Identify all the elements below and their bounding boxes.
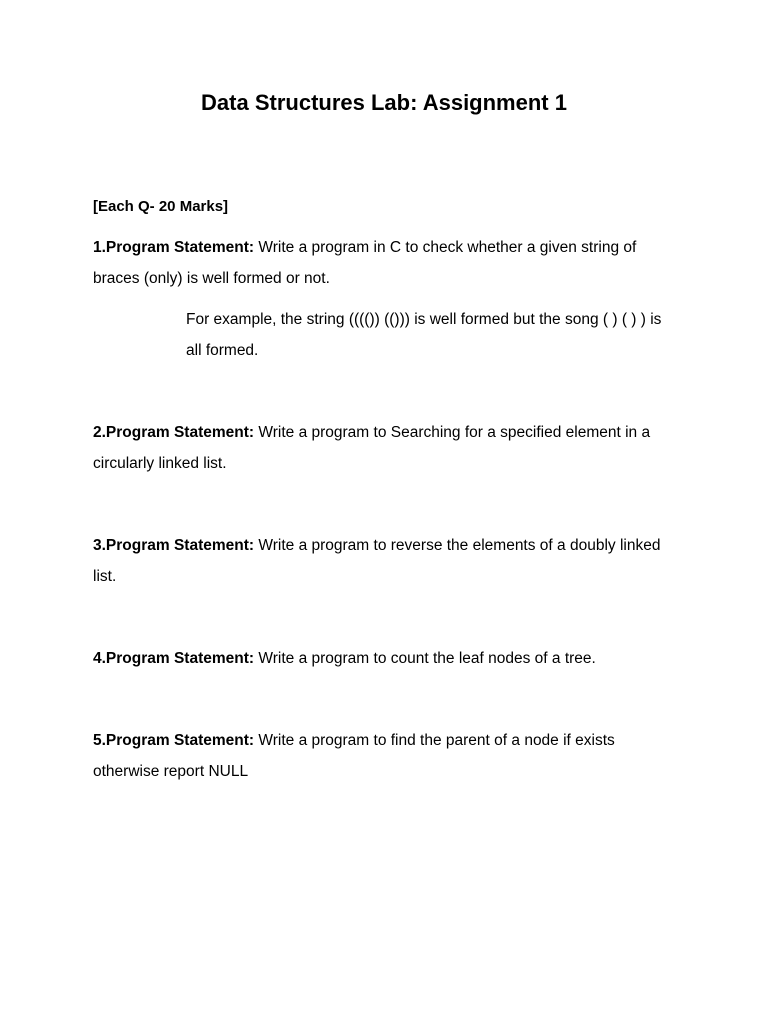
question-5-text: Write a program to find the parent of a node if exists otherwise report NULL (93, 732, 615, 780)
question-2-text: Write a program to Searching for a specified element in a circularly linked list. (93, 424, 651, 472)
question-3-text: Write a program to reverse the elements of a doubly linked list. (93, 537, 661, 585)
question-3 (93, 530, 683, 592)
question-3-label: 3.Program Statement: (93, 537, 255, 554)
question-1 (93, 232, 683, 294)
question-4 (93, 643, 683, 674)
question-1-example: For example, the string (((()) (())) is well formed but the song ( ) ( ) ) is all formed. (186, 311, 662, 359)
page-title: Data Structures Lab: Assignment 1 (201, 90, 567, 115)
question-4-text: Write a program to count the leaf nodes of a tree. (254, 650, 596, 667)
question-1-label: 1.Program Statement: (93, 239, 255, 256)
question-2 (93, 417, 683, 479)
question-5-label: 5.Program Statement: (93, 732, 255, 749)
question-1-text: Write a program in C to check whether a given string of braces (only) is well formed or not. (93, 239, 637, 287)
marks-note: [Each Q- 20 Marks] (93, 198, 229, 215)
question-2-label: 2.Program Statement: (93, 424, 255, 441)
question-5 (93, 725, 683, 787)
question-4-label: 4.Program Statement: (93, 650, 255, 667)
